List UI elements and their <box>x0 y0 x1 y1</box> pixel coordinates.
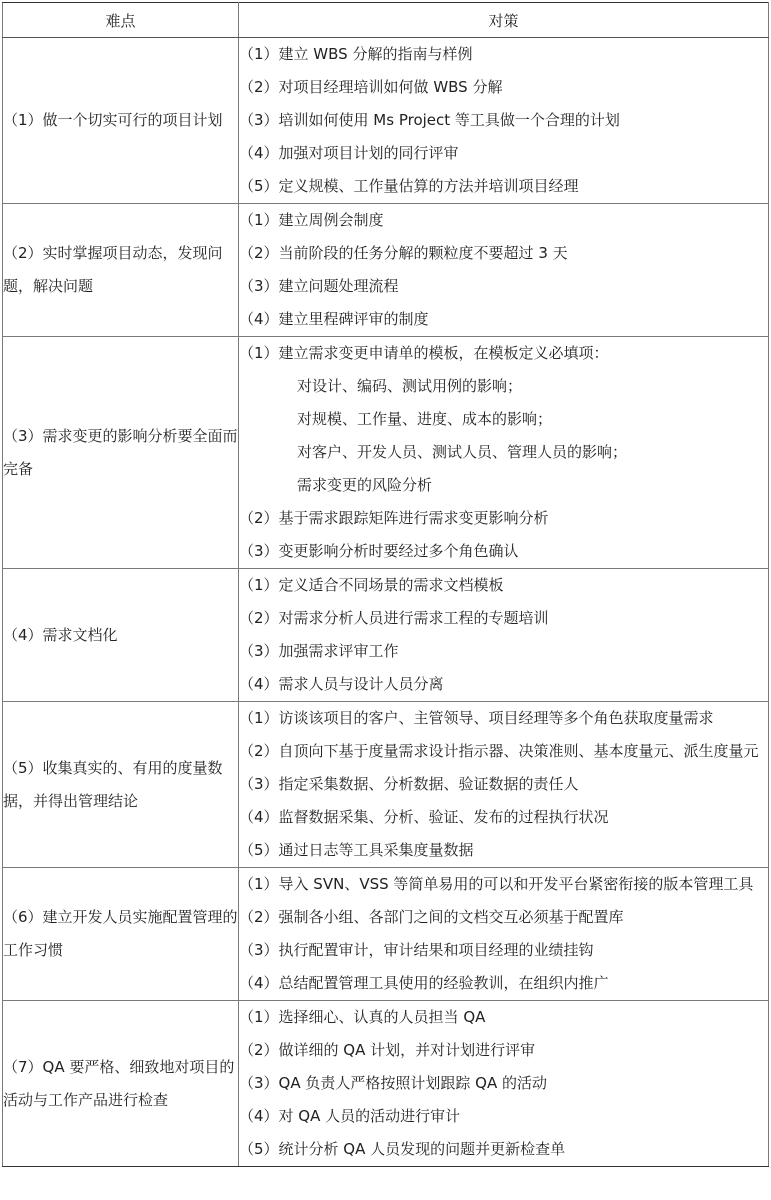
measure-item: （1）导入 SVN、VSS 等简单易用的可以和开发平台紧密衔接的版本管理工具 <box>239 875 754 893</box>
measure-item: （2）做详细的 QA 计划，并对计划进行评审 <box>239 1041 536 1059</box>
difficulty-cell: （2）实时掌握项目动态，发现问题，解决问题 <box>3 204 239 337</box>
measure-item: （2）当前阶段的任务分解的颗粒度不要超过 3 天 <box>239 244 568 262</box>
table-header-row <box>3 3 769 38</box>
measure-item: （3）指定采集数据、分析数据、验证数据的责任人 <box>239 775 579 793</box>
measure-item: （4）监督数据采集、分析、验证、发布的过程执行状况 <box>239 808 609 826</box>
measure-item: （3）加强需求评审工作 <box>239 642 399 660</box>
measure-item: （4）对 QA 人员的活动进行审计 <box>239 1107 461 1125</box>
difficulty-cell: （7）QA 要严格、细致地对项目的活动与工作产品进行检查 <box>3 1001 239 1167</box>
measure-item: （2）对项目经理培训如何做 WBS 分解 <box>239 78 503 96</box>
measure-subitem: 对客户、开发人员、测试人员、管理人员的影响； <box>297 443 628 461</box>
measure-subitem: 对设计、编码、测试用例的影响； <box>297 377 523 395</box>
header-measures: 对策 <box>239 3 769 38</box>
measure-item: （5）统计分析 QA 人员发现的问题并更新检查单 <box>239 1140 566 1158</box>
measure-subitem: 需求变更的风险分析 <box>297 476 433 494</box>
difficulty-cell: （1）做一个切实可行的项目计划 <box>3 38 239 204</box>
difficulty-cell: （4）需求文档化 <box>3 569 239 702</box>
measure-item: （3）变更影响分析时要经过多个角色确认 <box>239 542 519 560</box>
table-row <box>3 337 769 569</box>
difficulty-cell: （3）需求变更的影响分析要全面而完备 <box>3 337 239 569</box>
measure-item: （2）基于需求跟踪矩阵进行需求变更影响分析 <box>239 509 549 527</box>
measure-item: （5）通过日志等工具采集度量数据 <box>239 841 474 859</box>
measure-item: （1）建立需求变更申请单的模板，在模板定义必填项： <box>239 344 609 362</box>
difficulty-cell: （5）收集真实的、有用的度量数据，并得出管理结论 <box>3 702 239 868</box>
table-row <box>3 569 769 702</box>
measure-item: （2）强制各小组、各部门之间的文档交互必须基于配置库 <box>239 908 624 926</box>
measure-item: （1）选择细心、认真的人员担当 QA <box>239 1008 486 1026</box>
measure-subitem: 对规模、工作量、进度、成本的影响； <box>297 410 553 428</box>
measure-item: （3）QA 负责人严格按照计划跟踪 QA 的活动 <box>239 1074 547 1092</box>
measures-cell <box>239 204 769 337</box>
measure-item: （1）建立周例会制度 <box>239 211 384 229</box>
difficulty-cell: （6）建立开发人员实施配置管理的工作习惯 <box>3 868 239 1001</box>
measure-item: （2）自顶向下基于度量需求设计指示器、决策准则、基本度量元、派生度量元 <box>239 742 759 760</box>
measures-cell <box>239 569 769 702</box>
table-row <box>3 702 769 868</box>
difficulty-measures-table <box>2 2 769 1167</box>
measure-item: （2）对需求分析人员进行需求工程的专题培训 <box>239 609 549 627</box>
measure-item: （3）建立问题处理流程 <box>239 277 399 295</box>
measures-cell <box>239 702 769 868</box>
header-difficulty: 难点 <box>3 3 239 38</box>
measure-item: （4）加强对项目计划的同行评审 <box>239 144 459 162</box>
measure-item: （4）建立里程碑评审的制度 <box>239 310 429 328</box>
table-row <box>3 38 769 204</box>
measures-cell <box>239 337 769 569</box>
measures-cell <box>239 1001 769 1167</box>
table-row <box>3 868 769 1001</box>
measure-item: （1）访谈该项目的客户、主管领导、项目经理等多个角色获取度量需求 <box>239 709 714 727</box>
table-row <box>3 1001 769 1167</box>
measure-item: （5）定义规模、工作量估算的方法并培训项目经理 <box>239 177 579 195</box>
measure-item: （3）培训如何使用 Ms Project 等工具做一个合理的计划 <box>239 111 620 129</box>
measure-item: （1）建立 WBS 分解的指南与样例 <box>239 45 473 63</box>
measure-item: （3）执行配置审计，审计结果和项目经理的业绩挂钩 <box>239 941 594 959</box>
measure-item: （1）定义适合不同场景的需求文档模板 <box>239 576 504 594</box>
measures-cell <box>239 868 769 1001</box>
measure-item: （4）总结配置管理工具使用的经验教训，在组织内推广 <box>239 974 609 992</box>
table-row <box>3 204 769 337</box>
measure-item: （4）需求人员与设计人员分离 <box>239 675 444 693</box>
measures-cell <box>239 38 769 204</box>
